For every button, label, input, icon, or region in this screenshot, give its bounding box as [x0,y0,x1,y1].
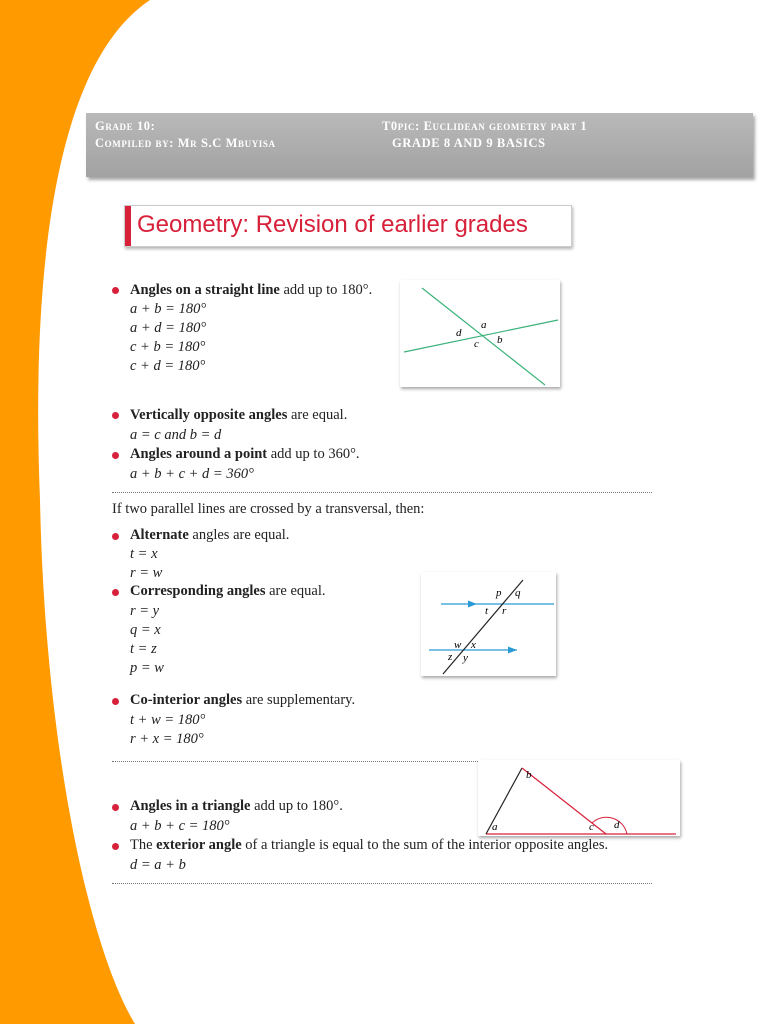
compiled-by-label: Compiled by: Mr S.C Mbuyisa [95,136,276,150]
straight-line-rest: add up to 180°. [279,282,373,298]
equation: a = c and b = d [130,427,222,443]
bullet-dot [112,412,119,419]
corresponding-rule [130,582,325,600]
equation: t = z [130,641,157,657]
angle-label-q: q [515,587,521,599]
angle-label-w: w [454,639,462,651]
equation: r + x = 180° [130,731,204,747]
triangle-figure [478,760,680,836]
parallel-lines-svg [421,572,556,676]
vertically-opposite-rest: are equal. [287,407,348,423]
alternate-bold: Alternate [130,527,189,543]
co-interior-bold: Co-interior angles [130,692,243,708]
bullet-dot [112,698,119,705]
equation: d = a + b [130,857,186,873]
dotted-divider [112,761,482,762]
angle-label-x: x [471,639,476,651]
header-bar [86,113,753,177]
title-accent-bar [125,206,131,246]
triangle-label-c: c [589,821,594,833]
triangle-label-b: b [526,769,532,781]
angle-label-c: c [474,338,479,350]
bullet-dot [112,589,119,596]
triangle-label-a: a [492,821,498,833]
equation: a + d = 180° [130,320,207,336]
page-title-text: Geometry: Revision of earlier grades [137,211,528,238]
bullet-dot [112,452,119,459]
corresponding-bold: Corresponding angles [130,583,266,599]
corresponding-rest: are equal. [265,583,326,599]
topic-label: T0pic: Euclidean geometry part 1 [382,119,588,133]
angle-label-b: b [497,334,503,346]
equation: q = x [130,622,161,638]
triangle-label-d: d [614,819,620,831]
vertically-opposite-rule [130,406,347,424]
bullet-dot [112,843,119,850]
triangle-bold: Angles in a triangle [130,798,251,814]
angle-label-r: r [502,605,507,617]
equation: c + d = 180° [130,358,206,374]
parallel-lines-figure [421,572,556,676]
triangle-rest: add up to 180°. [250,798,343,814]
angle-label-t: t [485,605,489,617]
co-interior-rule [130,691,355,709]
bullet-dot [112,533,119,540]
around-point-bold: Angles around a point [130,446,268,462]
grade-label: Grade 10: [95,119,156,133]
exterior-pre: The [130,837,157,853]
intersecting-lines-figure [400,280,560,387]
equation: t = x [130,546,158,562]
straight-line-rule [130,281,372,299]
equation: a + b + c = 180° [130,818,230,834]
equation: t + w = 180° [130,712,206,728]
bullet-dot [112,287,119,294]
parallel-intro: If two parallel lines are crossed by a transversal, then: [112,501,425,517]
equation: a + b + c + d = 360° [130,466,254,482]
equation: r = w [130,565,163,581]
subtopic-label: GRADE 8 AND 9 BASICS [392,136,546,150]
alternate-rule [130,526,289,544]
vertically-opposite-bold: Vertically opposite angles [130,407,288,423]
dotted-divider [112,492,652,493]
straight-line-bold: Angles on a straight line [130,282,280,298]
co-interior-rest: are supplementary. [242,692,356,708]
angle-label-a: a [481,319,487,331]
around-point-rest: add up to 360°. [267,446,360,462]
equation: r = y [130,603,160,619]
exterior-angle-rule [130,836,608,854]
exterior-rest: of a triangle is equal to the sum of the interior opposite angles. [241,837,609,853]
page-title [124,205,572,247]
equation: p = w [130,660,164,676]
intersecting-lines-svg [400,280,560,387]
angle-label-p: p [496,587,502,599]
bullet-dot [112,804,119,811]
alternate-rest: angles are equal. [188,527,290,543]
angle-label-d: d [456,327,462,339]
equation: c + b = 180° [130,339,206,355]
around-point-rule [130,445,360,463]
equation: a + b = 180° [130,301,207,317]
angle-label-y: y [463,652,468,664]
dotted-divider [112,883,652,884]
angle-label-z: z [448,651,453,663]
exterior-bold: exterior angle [156,837,242,853]
triangle-rule [130,797,343,815]
triangle-svg [478,760,680,836]
